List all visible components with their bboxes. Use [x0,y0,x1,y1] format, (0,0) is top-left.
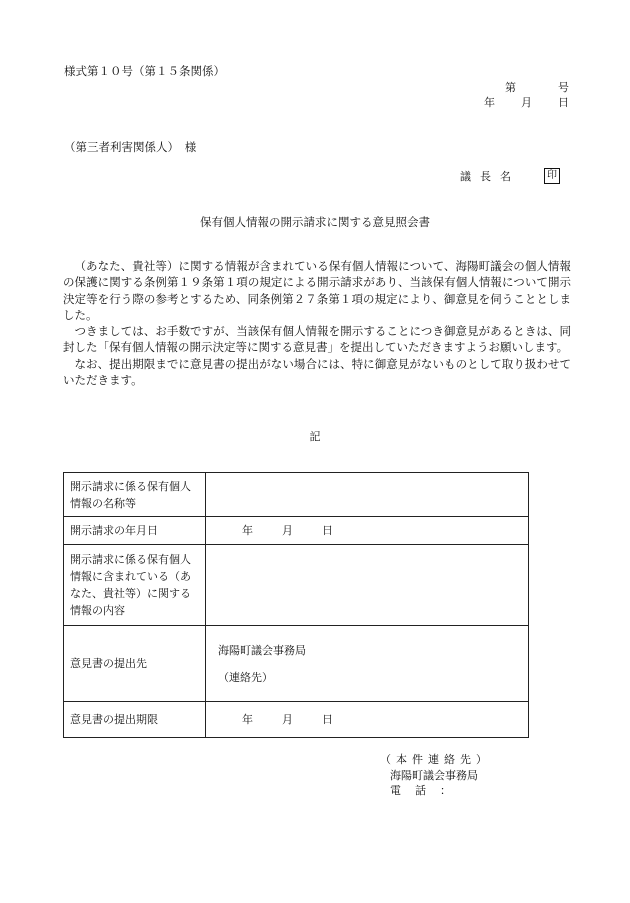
date-day: 日 [558,96,569,109]
recipient: （第三者利害関係人） 様 [64,140,197,154]
contact-phone [380,783,492,799]
deadline-day: 日 [322,713,333,726]
table-row-destination [64,626,529,702]
body-paragraph-2: つきましては、お手数ですが、当該保有個人情報を開示することにつき御意見があるときは、同封した「保有個人情報の開示決定等に関する意見書」を提出していただきますようお願いします。 [63,324,571,355]
deadline-month: 月 [282,713,293,726]
row-label-name: 開示請求に係る保有個人情報の名称等 [64,473,206,517]
ki-heading: 記 [309,430,321,443]
row-value-info-content[interactable] [206,545,529,626]
seal-mark: 印 [544,168,560,184]
destination-office: 海陽町議会事務局 [218,643,306,657]
row-label-destination: 意見書の提出先 [64,626,206,702]
row-value-name[interactable] [206,473,529,517]
info-table [63,472,529,738]
contact-office: 海陽町議会事務局 [390,768,478,782]
row-label-request-date: 開示請求の年月日 [64,517,206,545]
form-number: 様式第１０号（第１５条関係） [64,64,225,78]
destination-contact: （連絡先） [218,670,273,684]
document-title: 保有個人情報の開示請求に関する意見照会書 [200,215,430,229]
document-number [505,79,569,95]
date-month: 月 [521,96,532,109]
contact-title: （本件連絡先） [380,753,492,766]
row-label-deadline: 意見書の提出期限 [64,702,206,738]
row-value-destination [206,626,529,702]
body-text [63,258,571,388]
row-value-deadline[interactable] [206,702,529,738]
row-value-request-date[interactable] [206,517,529,545]
request-month: 月 [282,524,293,537]
row-label-info-content: 開示請求に係る保有個人情報に含まれている（あなた、貴社等）に関する情報の内容 [64,545,206,626]
date-year: 年 [484,96,495,109]
phone-label: 電話 [390,784,440,797]
document-date [484,94,569,110]
table-row-deadline [64,702,529,738]
doc-no-suffix: 号 [558,81,569,94]
phone-colon: ： [440,784,451,797]
body-paragraph-1: （あなた、貴社等）に関する情報が含まれている保有個人情報について、海陽町議会の個人情報の保護に関する条例第１９条第１項の規定による開示請求があり、当該保有個人情報について開示決定等を行う際の参考とするため、同条例第２７条第１項の規定により、御意見を伺うこととしました。 [63,259,571,322]
body-paragraph-3: なお、提出期限までに意見書の提出がない場合には、特に御意見がないものとして取り扱わせていただきます。 [63,356,571,388]
table-row-name [64,473,529,517]
doc-no-prefix: 第 [505,81,516,94]
sender-title: 議長名 [460,170,520,183]
sender [460,168,560,184]
request-day: 日 [322,524,333,537]
table-row-request-date [64,517,529,545]
contact-block [380,752,492,799]
table-row-info-content [64,545,529,626]
deadline-year: 年 [242,713,253,726]
request-year: 年 [242,524,253,537]
